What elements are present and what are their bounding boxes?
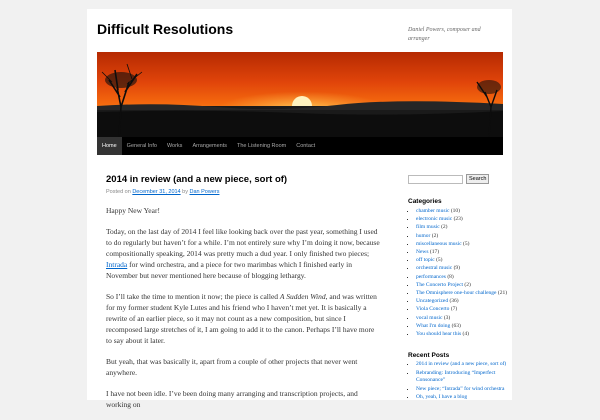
category-item: ▪ electronic music (23) [416,215,508,223]
recent-post-item: ▪ Oh, yeah, I have a blog [416,394,508,402]
nav-item-contact[interactable]: Contact [296,143,316,149]
search-form [408,174,508,184]
post-paragraph: But yeah, that was basically it, apart from a couple of other projects that never went anywhere. [106,357,358,377]
post-meta-prefix: Posted on [106,189,131,195]
post-meta [106,189,381,195]
post-title[interactable]: 2014 in review (and a new piece, sort of) [106,174,288,185]
category-item: ▪ chamber music (10) [416,207,508,215]
category-item: ▪ The Omnisphere one-hour challenge (21) [416,289,508,297]
post-paragraph: Happy New Year! [106,206,160,215]
recent-post-item: ▪ New piece; “Intrada” for wind orchestra [416,386,508,394]
categories-list [408,207,508,338]
categories-title: Categories [408,198,442,205]
post-paragraph: Today, on the last day of 2014 I feel like looking back over the past year, something I used to do regularly but haven’t for a while. I’m not entirely sure why I’m doing it now, because compositionally speaking, 2014 was pretty much a dud year. I only finished two pieces; Intrada for wind orchestra, and a piece for two marimbas which I finished early in November but never mentioned here because of blogging lethargy. [106,227,380,280]
category-item: ▪ vocal music (3) [416,314,508,322]
category-item: ▪ News (17) [416,248,508,256]
site-title[interactable]: Difficult Resolutions [97,21,234,37]
recent-post-item: ▪ Rebranding: Introducing “Imperfect Consonance” [416,370,508,385]
nav-item-listening-room[interactable]: The Listening Room [236,143,287,149]
category-item: ▪ The Concerto Project (2) [416,281,508,289]
post [106,174,381,420]
category-item: ▪ You should hear this (4) [416,330,508,338]
category-item: ▪ off topic (5) [416,256,508,264]
recent-posts-widget [408,352,508,402]
piece-title: A Sudden Wind [279,292,326,301]
category-item: ▪ performances (8) [416,273,508,281]
post-paragraph: I have not been idle. I’ve been doing many arranging and transcription projects, and working on [106,389,358,409]
category-item: ▪ Uncategorized (36) [416,297,508,305]
post-meta-by: by [182,189,188,195]
sidebar [408,174,508,403]
recent-posts-list [408,361,508,402]
page [87,9,512,409]
search-button[interactable]: Search [466,174,489,184]
recent-post-item: ▪ 2014 in review (and a new piece, sort of) [416,361,508,369]
post-paragraph: So I’ll take the time to mention it now; the piece is called A Sudden Wind, and was written for my former student Kyle Lutes and his friend who I haven’t met yet. It is basically a rewrite of an earlier piece, so it may not count as a new composition, but since I recomposed large stretches of it, I am going to add it to the canon. Perhaps I’ll have more to say about it later. [106,292,377,345]
category-item: ▪ humor (2) [416,232,508,240]
nav-item-works[interactable]: Works [166,143,183,149]
post-date-link[interactable]: December 31, 2014 [132,189,181,195]
main-nav [97,137,503,155]
post-body [106,205,381,410]
recent-posts-title: Recent Posts [408,352,450,360]
site-description: Daniel Powers, composer and arranger [408,27,481,42]
category-item: ▪ What I'm doing (63) [416,322,508,330]
search-input[interactable] [408,175,463,184]
header-banner-image [97,52,503,137]
categories-widget [408,198,508,338]
category-item: ▪ Viola Concerto (7) [416,305,508,313]
category-item: ▪ miscellaneous music (5) [416,240,508,248]
nav-item-home[interactable]: Home [97,137,122,155]
category-item: ▪ orchestral music (9) [416,264,508,272]
nav-item-general-info[interactable]: General Info [126,143,157,149]
post-author-link[interactable]: Dan Powers [189,189,220,195]
intrada-link[interactable]: Intrada [106,260,128,269]
nav-item-arrangements[interactable]: Arrangements [192,143,227,149]
category-item: ▪ film music (2) [416,223,508,231]
